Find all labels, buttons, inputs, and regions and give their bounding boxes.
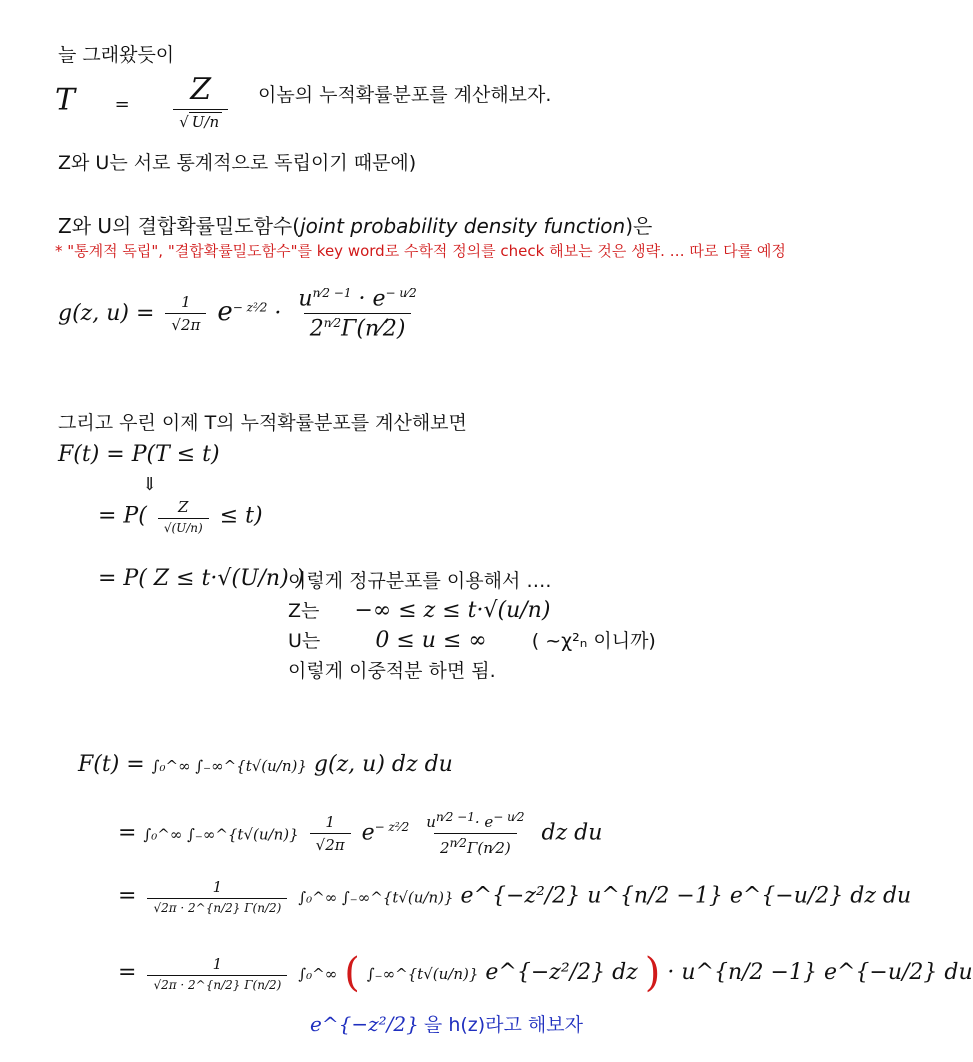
- f2-u-power: n⁄2 −1: [435, 810, 475, 824]
- f4-inner: e^{−z²/2} dz: [485, 960, 638, 985]
- cdf2-den: √(U/n): [158, 518, 209, 535]
- f2-coef: [310, 813, 351, 854]
- cdf2-start: = P(: [98, 503, 147, 529]
- h-note-text: 을 h(z)라고 해보자: [423, 1014, 583, 1036]
- intro-text: 늘 그래왔듯이: [58, 44, 175, 66]
- g-gamma: Γ(n⁄2): [341, 316, 406, 342]
- g-chi-den: [304, 313, 412, 341]
- f3-coef: [147, 878, 287, 915]
- f2-coef-num: 1: [325, 813, 335, 831]
- g-e-power: − u⁄2: [385, 286, 417, 300]
- f2-e2: · e: [474, 813, 494, 831]
- t-definition: [55, 72, 232, 131]
- f2-u: u: [426, 813, 436, 831]
- equals-sign: =: [114, 93, 130, 115]
- integral-line-1: [78, 752, 453, 777]
- f2-two-power: n⁄2: [449, 836, 467, 850]
- f4-tail: · u^{n/2 −1} e^{−u/2} du: [667, 960, 973, 985]
- t-den-radicand: U/n: [189, 112, 222, 131]
- f2-e: e: [361, 820, 375, 846]
- t-denominator: √ U/n: [173, 109, 228, 131]
- t-numerator: Z: [190, 72, 212, 107]
- g-two: 2: [309, 316, 324, 342]
- h-note-e: e^{−z²/2}: [310, 1012, 419, 1036]
- z-range-row: [288, 596, 550, 623]
- joint-heading-en: joint probability density function: [300, 214, 626, 238]
- u-range-row: [288, 626, 656, 653]
- t-symbol: T: [55, 82, 76, 118]
- f3-eq: =: [118, 883, 137, 909]
- f2-chi-num: [420, 810, 530, 833]
- f4-eq: =: [118, 960, 137, 985]
- g-e: · e: [358, 286, 386, 312]
- f4-num: 1: [212, 954, 223, 973]
- t-comment: 이놈의 누적확률분포를 계산해보자.: [258, 84, 552, 106]
- g-chi-num: [292, 286, 422, 313]
- chi-square-note: ( ~χ²ₙ 이니까): [531, 630, 656, 652]
- f2-integrals: ∫₀^∞ ∫₋∞^{t√(u/n)}: [143, 825, 299, 844]
- f2-two: 2: [440, 839, 450, 857]
- f2-body: dz du: [541, 820, 603, 846]
- f4-coef: [147, 955, 287, 992]
- independence-text: Z와 U는 서로 통계적으로 독립이기 때문에): [58, 152, 417, 174]
- g-chi-fraction: [292, 286, 422, 342]
- cdf-line-3: = P( Z ≤ t·√(U/n) ): [98, 566, 305, 591]
- f2-gamma: Γ(n⁄2): [466, 839, 511, 857]
- joint-heading-ko: Z와 U의 결합확률밀도함수(: [58, 214, 301, 238]
- z-range: −∞ ≤ z ≤ t·√(u/n): [354, 598, 551, 623]
- t-fraction: [173, 72, 228, 131]
- g-normal-coef: [165, 293, 206, 334]
- z-range-label: Z는: [288, 600, 320, 622]
- u-range: 0 ≤ u ≤ ∞: [375, 628, 487, 653]
- g-dot: ·: [274, 300, 282, 326]
- f2-coef-den: √2π: [310, 833, 351, 854]
- f1-body: g(z, u) dz du: [313, 752, 453, 777]
- cdf2-end: ≤ t): [219, 503, 263, 529]
- cdf-line-1: F(t) = P(T ≤ t): [58, 442, 220, 467]
- f3-num: 1: [212, 878, 223, 896]
- g-coef-num: 1: [181, 293, 191, 312]
- integral-line-4: = $\frac{1}{√2\pi \cdot 2\^{}\{n/2\} \Gamma(n/2)}$ ∫₀^∞ ( ∫₋∞^{t√(u/n)} e^{−z²/2} dz ) · u^{n/2 −1} e^{−u/2} du: [118, 950, 973, 996]
- red-note: * "통계적 독립", "결합확률밀도함수"를 key word로 수학적 정의를 check 해보는 것은 생략. … 따로 다룰 예정: [55, 242, 786, 260]
- integral-line-2: [118, 810, 602, 857]
- down-arrow-icon: ⇓: [142, 474, 158, 495]
- f2-chi-den: [434, 833, 517, 857]
- cdf2-num: Z: [178, 498, 189, 516]
- g-two-power: n⁄2: [323, 316, 342, 331]
- joint-heading-end: )은: [625, 214, 653, 238]
- f1-lhs: F(t) =: [78, 752, 145, 777]
- g-exp-base: e: [217, 296, 233, 327]
- cdf-intro: 그리고 우린 이제 T의 누적확률분포를 계산해보면: [58, 412, 467, 434]
- f4-den: √2π · 2^{n/2} Γ(n/2): [147, 975, 287, 992]
- g-u: u: [298, 286, 313, 312]
- f2-e2-power: − u⁄2: [493, 810, 525, 824]
- cdf-line-2: [98, 498, 263, 535]
- f1-integrals: ∫₀^∞ ∫₋∞^{t√(u/n)}: [151, 757, 307, 775]
- joint-pdf-formula: [58, 286, 427, 342]
- u-range-label: U는: [288, 630, 321, 652]
- f2-chi-frac: [420, 810, 530, 857]
- double-integral-note: 이렇게 이중적분 하면 됨.: [288, 660, 496, 682]
- red-close-paren: ): [644, 950, 661, 996]
- normal-note: 이렇게 정규분포를 이용해서 ….: [288, 570, 552, 592]
- f3-integrals: ∫₀^∞ ∫₋∞^{t√(u/n)}: [298, 888, 454, 907]
- f3-den: √2π · 2^{n/2} Γ(n/2): [147, 898, 287, 915]
- joint-pdf-heading: [58, 210, 652, 239]
- h-definition-note: [310, 1010, 583, 1037]
- red-open-paren: (: [344, 950, 360, 996]
- g-lhs: g(z, u) =: [58, 300, 155, 326]
- g-u-power: n⁄2 −1: [312, 286, 352, 300]
- f2-e-power: − z²⁄2: [374, 820, 410, 835]
- f2-eq: =: [118, 820, 137, 846]
- cdf2-fraction: [158, 498, 209, 535]
- g-exp-power: − z²⁄2: [232, 300, 268, 315]
- f3-body: e^{−z²/2} u^{n/2 −1} e^{−u/2} dz du: [460, 883, 912, 909]
- integral-line-3: [118, 878, 911, 915]
- g-coef-den: √2π: [165, 313, 206, 334]
